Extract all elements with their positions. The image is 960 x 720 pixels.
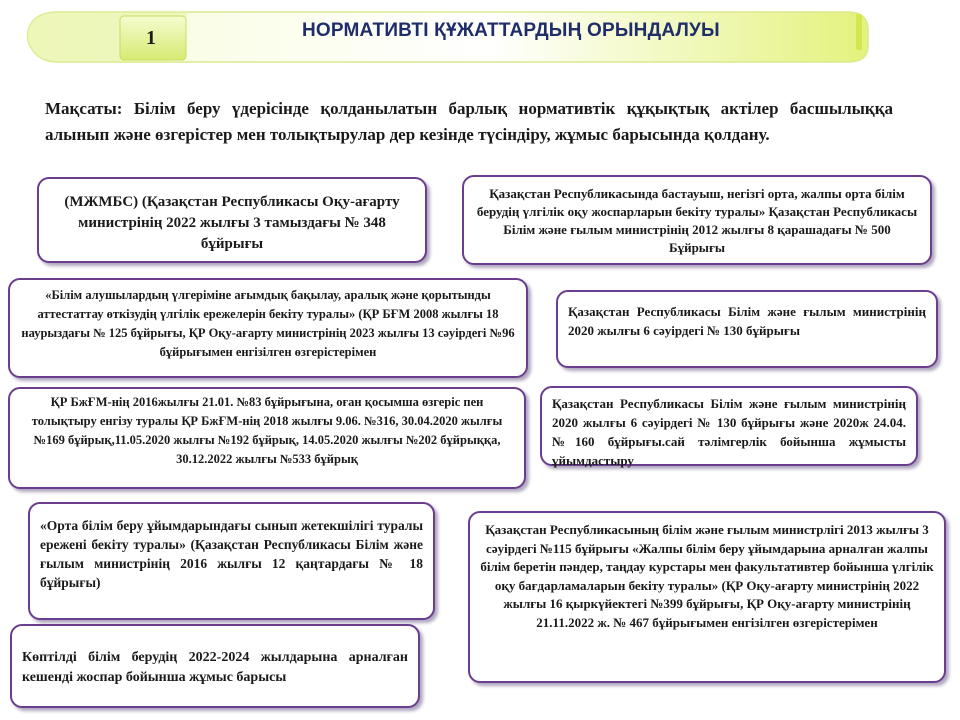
document-box-order-125: «Білім алушылардың үлгеріміне ағымдық бақылау, аралық және қорытынды аттестаттау өткізудің үлгілік ережелерін бекіту туралы» (ҚР БҒМ 2008 жылғы 18 наурыздағы № 125 бұйрығы, ҚР Оқу-ағарту министрінің 2023 жылғы 13 сәуірдегі №96 бұйрығымен енгізілген өзгерістерімен xyxy=(8,278,528,378)
document-box-mzhmbs-348: (МЖМБС) (Қазақстан Республикасы Оқу-ағарту министрінің 2022 жылғы 3 тамыздағы № 348 бұйрығы xyxy=(37,177,427,263)
purpose-text: Мақсаты: Білім беру үдерісінде қолданылатын барлық нормативтік құқықтық актілер басшылыққа алынып және өзгерістер мен толықтырулар дер кезінде түсіндіру, жұмыс барысында қолдану. xyxy=(45,99,893,144)
document-box-order-130: Қазақстан Республикасы Білім және ғылым министрінің 2020 жылғы 6 сәуірдегі № 130 бұйрығы xyxy=(556,290,938,368)
document-box-class-teacher-rules: «Орта білім беру ұйымдарындағы сынып жетекшілігі туралы ережені бекіту туралы» (Қазақстан Республикасы Білім және ғылым министрінің 2016 жылғы 12 қаңтардағы № 18 бұйрығы) xyxy=(28,502,435,620)
document-box-order-500: Қазақстан Республикасында бастауыш, негізгі орта, жалпы орта білім берудің үлгілік оқу жоспарларын бекіту туралы» Қазақстан Республикасы Білім және ғылым министрінің 2012 жылғы 8 қарашадағы № 500 Бұйрығы xyxy=(462,175,932,265)
page-title: НОРМАТИВТІ ҚҰЖАТТАРДЫҢ ОРЫНДАЛУЫ xyxy=(302,20,720,41)
slide-number: 1 xyxy=(146,26,156,49)
document-box-multilingual-plan: Көптілді білім берудің 2022-2024 жылдарына арналған кешенді жоспар бойынша жұмыс барысы xyxy=(10,624,420,708)
document-box-order-83: ҚР БжҒМ-нің 2016жылғы 21.01. №83 бұйрығына, оған қосымша өзгеріс пен толықтыру енгізу туралы ҚР БжҒМ-нің 2018 жылғы 9.06. №316, 30.04.2020 жылғы №169 бұйрық,11.05.2020 жылғы №192 бұйрық, 14.05.2020 жылғы №202 бұйрыққа, 30.12.2022 жылғы №533 бұйрық xyxy=(8,387,526,489)
document-box-mentorship: Қазақстан Республикасы Білім және ғылым министрінің 2020 жылғы 6 сәуірдегі № 130 бұйрығы және 2020ж 24.04. №160 бұйрығы.сай тәлімгерлік бойынша жұмысты ұйымдастыру xyxy=(540,386,918,466)
document-box-order-115: Қазақстан Республикасының білім және ғылым министрлігі 2013 жылғы 3 сәуірдегі №115 бұйрығы «Жалпы білім беру ұйымдарына арналған жалпы білім беретін пәндер, таңдау курстары мен факультативтер бойынша үлгілік оқу бағдарламаларын бекіту туралы» (ҚР Оқу-ағарту министрінің 2022 жылғы 16 қыркүйектегі №399 бұйрығы, ҚР Оқу-ағарту министрінің 21.11.2022 ж. № 467 бұйрығымен енгізілген өзгерістерімен xyxy=(468,511,946,683)
